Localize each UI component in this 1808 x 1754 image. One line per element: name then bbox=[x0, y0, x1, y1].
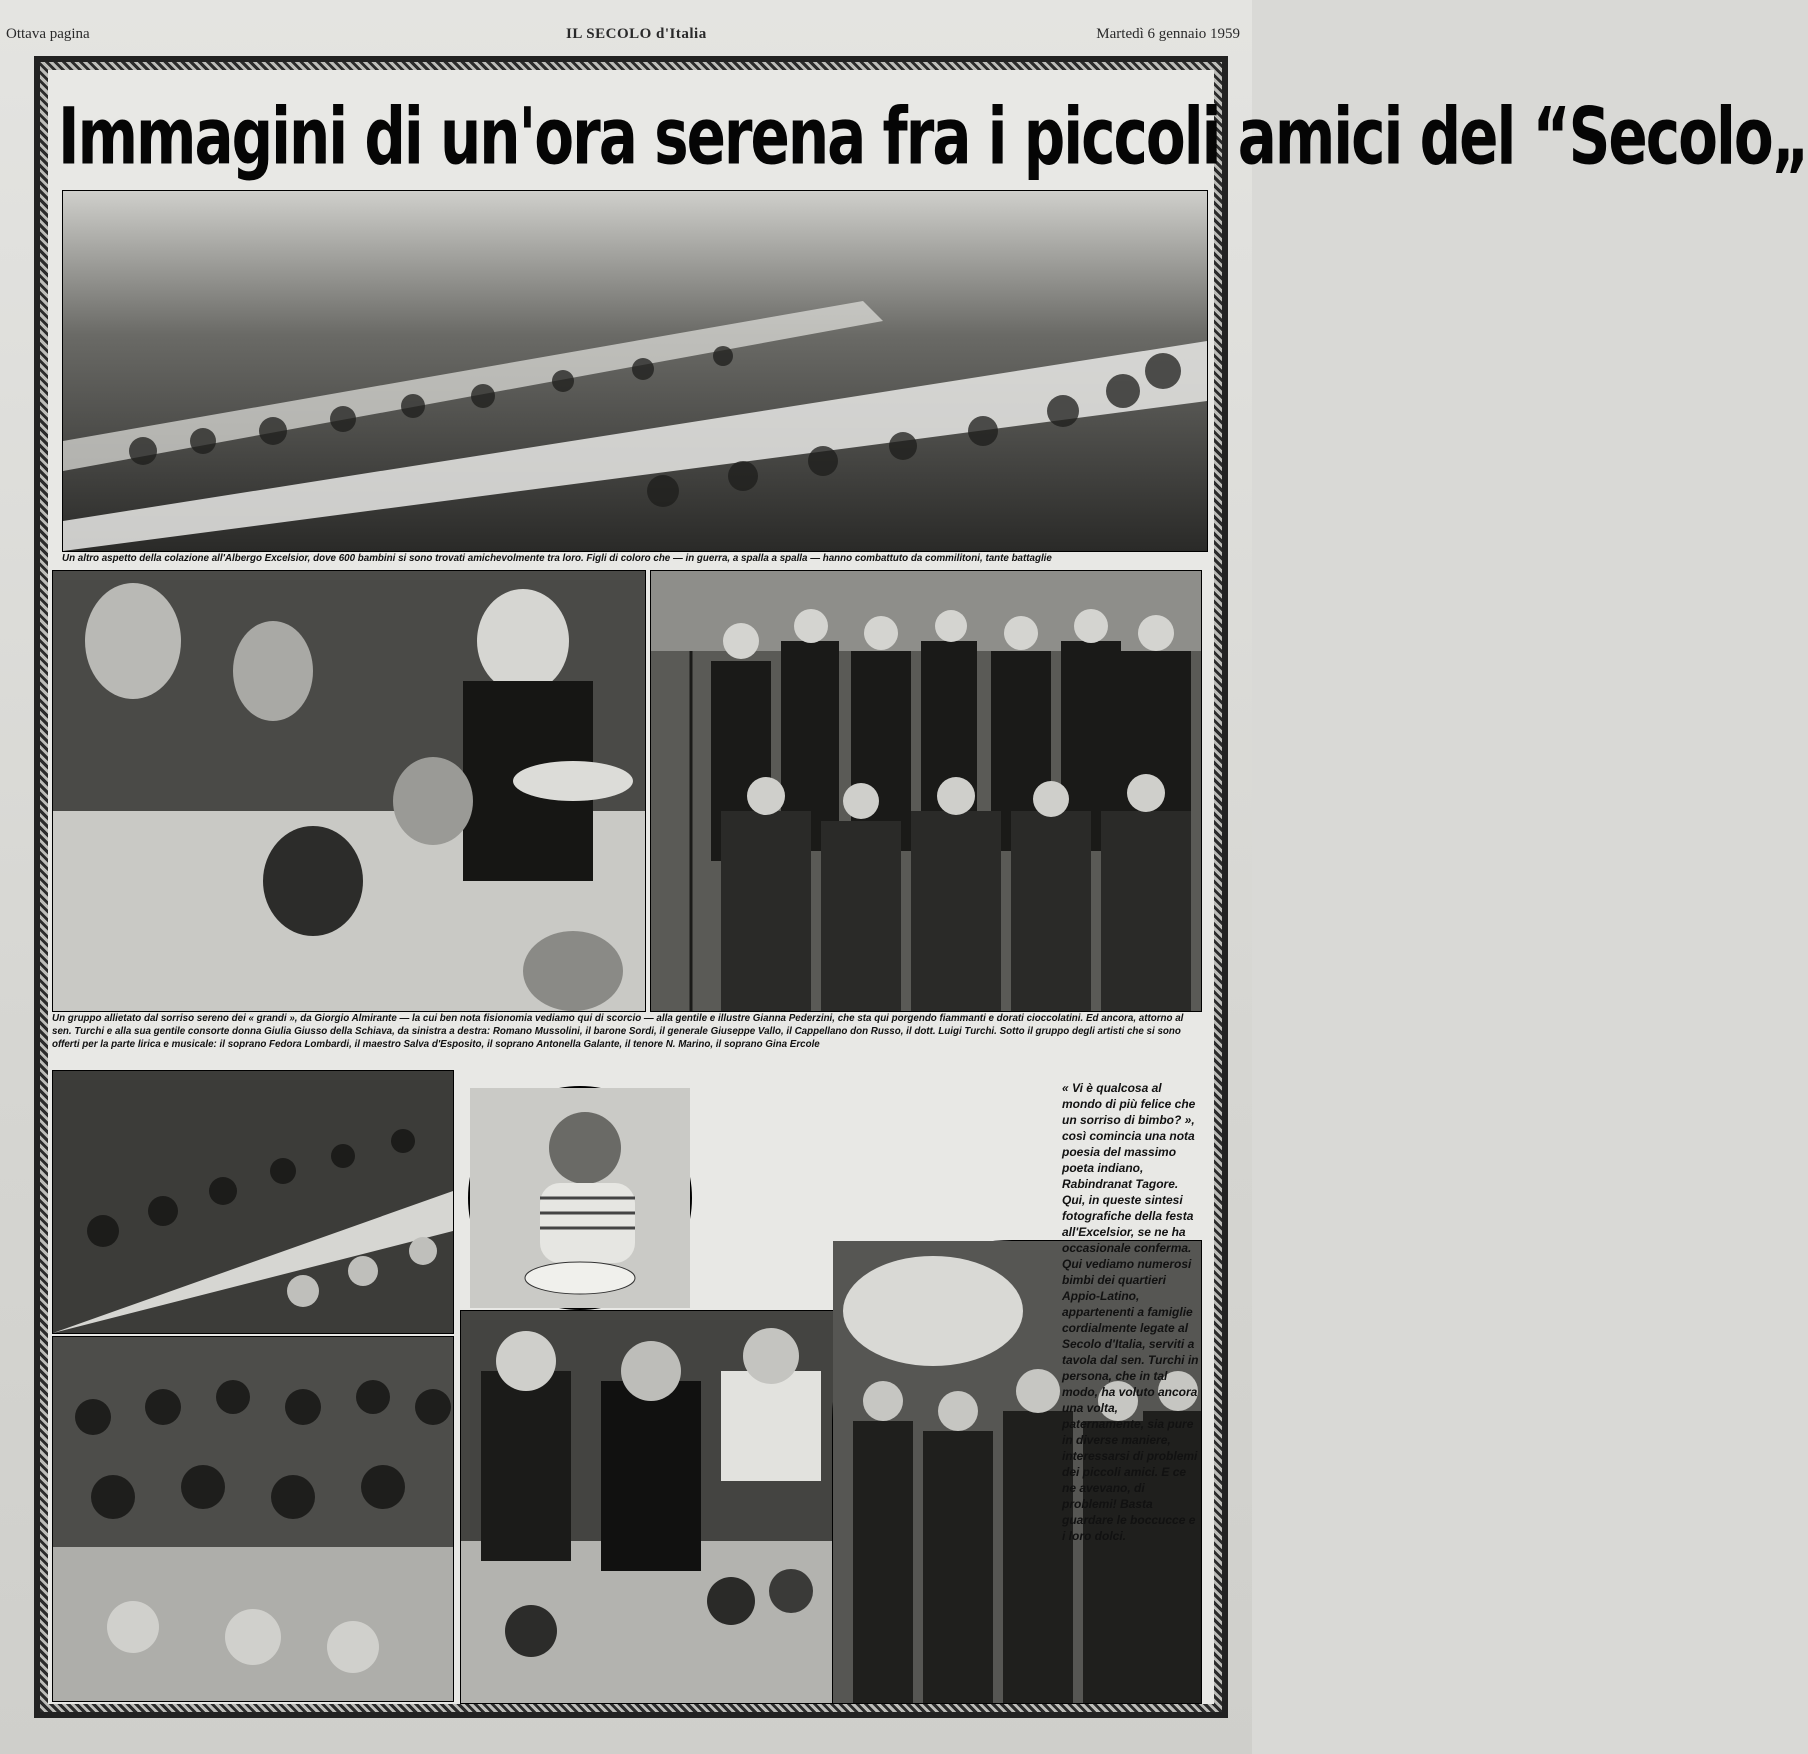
page-headline: Immagini di un'ora serena fra i piccoli amici del “Secolo„ bbox=[58, 90, 1808, 183]
sidebar-article: « Vi è qualcosa al mondo di più felice che un sorriso di bimbo? », così comincia una nota poesia del massimo poeta indiano, Rabindranat Tagore. Qui, in queste sintesi fotografiche della festa all'Excelsior, se ne ha occasionale conferma. Qui vediamo numerosi bimbi dei quartieri Appio-Latino, appartenenti a famiglie cordialmente legate al Secolo d'Italia, serviti a tavola dal sen. Turchi in persona, che in tal modo, ha voluto ancora una volta, paternamente, sia pure in diverse maniere, interessarsi di problemi dei piccoli amici. E ce ne avevano, di problemi! Basta guardare le boccucce e i loro dolci. bbox=[1062, 1081, 1199, 1543]
page-frame bbox=[34, 56, 1808, 1718]
top-photo-caption: Un altro aspetto della colazione all'Albergo Excelsior, dove 600 bambini si sono trovati amichevolmente tra loro. Figli di coloro che — in guerra, a spalla a spalla — hanno combattuto da commilitoni, tante battaglie bbox=[62, 553, 1052, 564]
masthead-name: IL SECOLO d'Italia bbox=[566, 26, 707, 42]
adults-serving-photo bbox=[460, 1310, 840, 1704]
child-portrait-photo bbox=[468, 1086, 692, 1310]
frame-inner bbox=[48, 70, 1808, 1704]
guests-group-photo bbox=[650, 570, 1202, 1012]
page-number-label: Ottava pagina bbox=[6, 26, 90, 42]
serving-children-photo bbox=[52, 570, 646, 1012]
children-table-photo bbox=[52, 1070, 454, 1334]
issue-date: Martedì 6 gennaio 1959 bbox=[1096, 26, 1240, 42]
children-table-bottom-photo bbox=[52, 1336, 454, 1702]
banquet-hall-photo bbox=[62, 190, 1208, 552]
running-head bbox=[6, 24, 1246, 48]
middle-photos-caption: Un gruppo allietato dal sorriso sereno dei « grandi », da Giorgio Almirante — la cui ben nota fisionomia vediamo qui di scorcio — alla gentile e illustre Gianna Pederzini, che sta qui porgendo fiammanti e dorati cioccolatini. Ed ancora, attorno al sen. Turchi e alla sua gentile consorte donna Giulia Giusso della Schiava, da sinistra a destra: Romano Mussolini, il barone Sordi, il generale Giuseppe Vallo, il Cappellano don Russo, il dott. Luigi Turchi. Sotto il gruppo degli artisti che si sono offerti per la parte lirica e musicale: il soprano Fedora Lombardi, il maestro Salva d'Esposito, il soprano Antonella Galante, il tenore N. Marino, il soprano Gina Ercole bbox=[52, 1013, 1184, 1050]
